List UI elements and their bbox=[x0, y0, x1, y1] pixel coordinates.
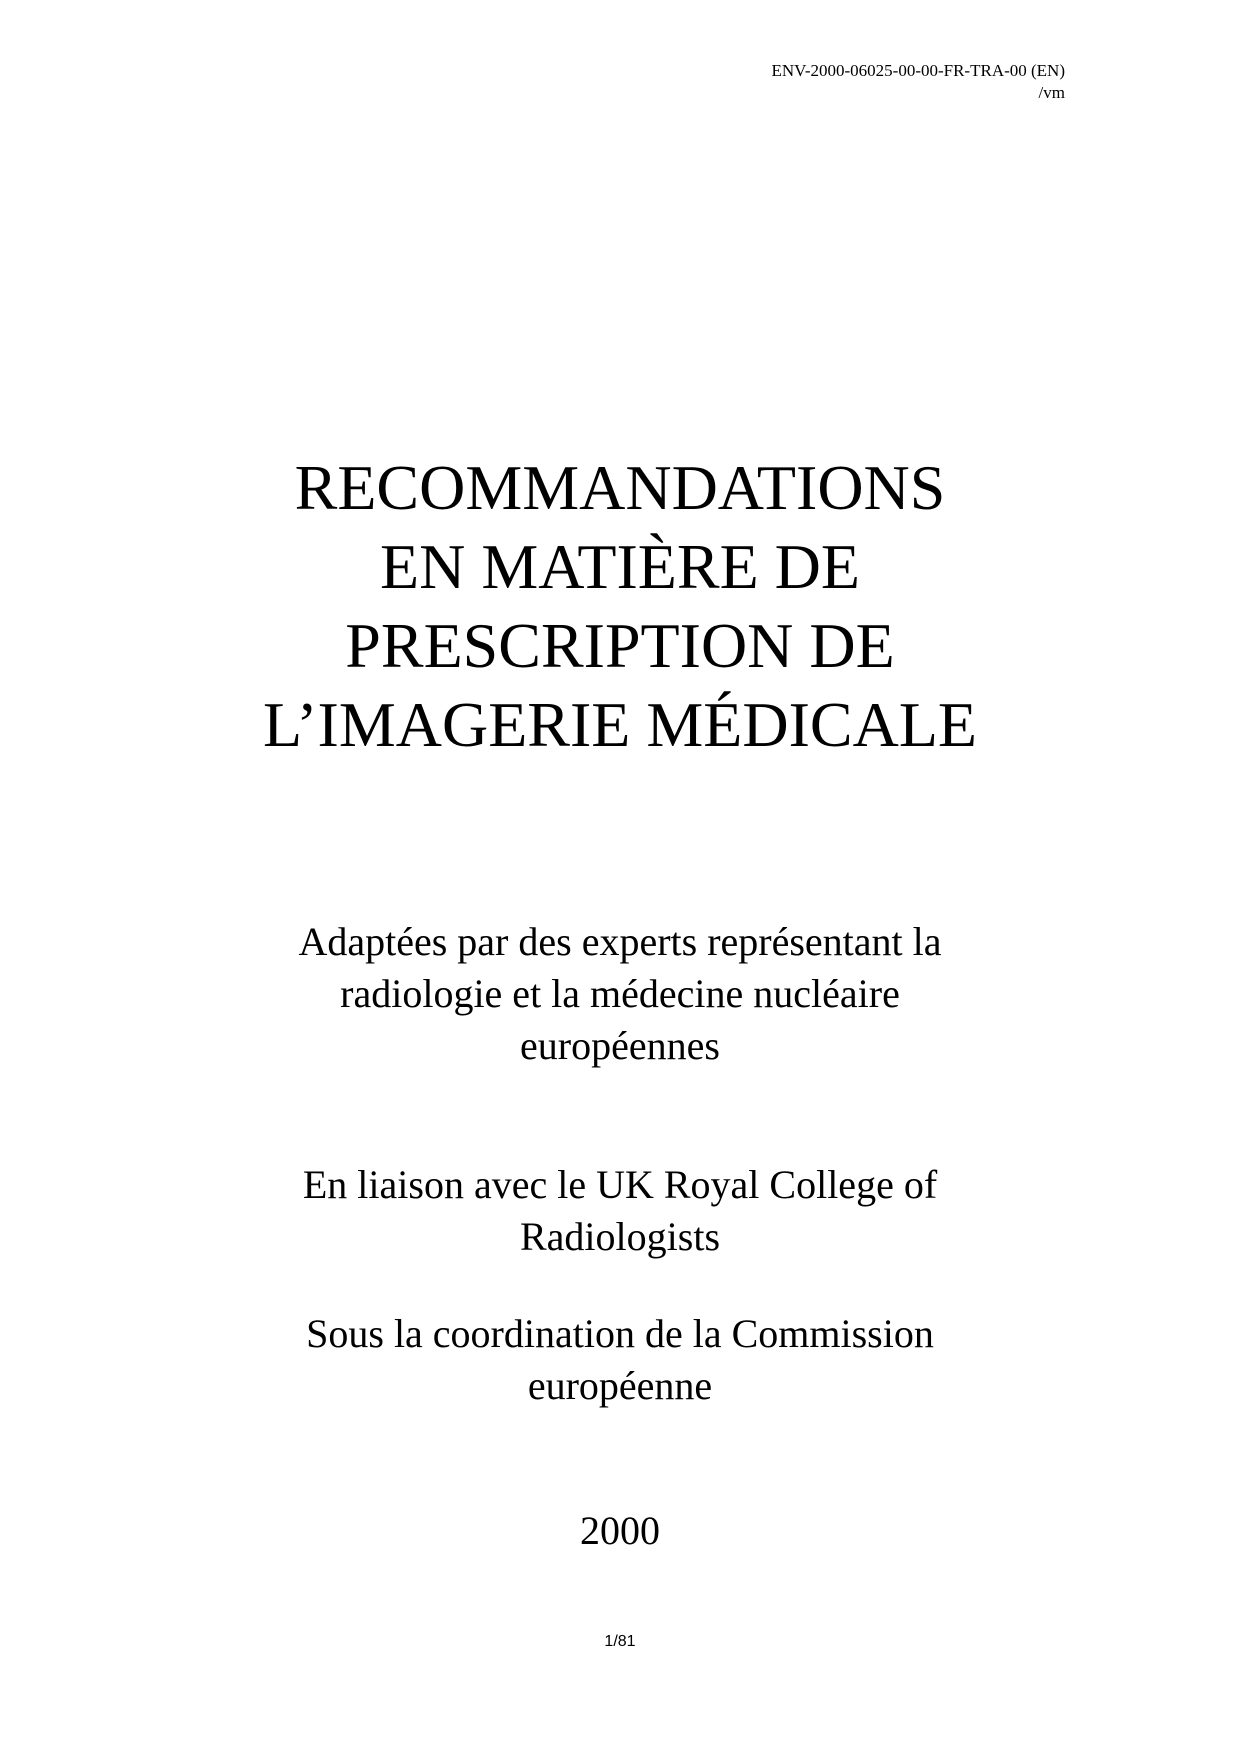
title-line: EN MATIÈRE DE bbox=[380, 531, 860, 602]
subtitle-line: européenne bbox=[527, 1363, 713, 1408]
title-line: PRESCRIPTION DE bbox=[345, 610, 895, 681]
page-number: 1/81 bbox=[604, 1633, 636, 1650]
document-title bbox=[0, 448, 1240, 764]
reference-code: ENV-2000-06025-00-00-FR-TRA-00 (EN) bbox=[771, 61, 1065, 80]
subtitle-line: radiologie et la médecine nucléaire bbox=[340, 971, 900, 1016]
reference-initials: /vm bbox=[1038, 83, 1065, 102]
adoption-statement bbox=[0, 916, 1240, 1072]
document-reference bbox=[771, 60, 1065, 104]
title-line: RECOMMANDATIONS bbox=[294, 452, 946, 523]
subtitle-line: Sous la coordination de la Commission bbox=[306, 1311, 934, 1356]
liaison-statement bbox=[0, 1159, 1240, 1263]
subtitle-line: Adaptées par des experts représentant la bbox=[298, 919, 942, 964]
title-line: L’IMAGERIE MÉDICALE bbox=[263, 689, 977, 760]
publication-year: 2000 bbox=[580, 1508, 660, 1553]
subtitle-line: européennes bbox=[520, 1023, 720, 1068]
subtitle-line: En liaison avec le UK Royal College of bbox=[302, 1162, 938, 1207]
coordination-statement bbox=[0, 1308, 1240, 1412]
subtitle-line: Radiologists bbox=[519, 1214, 721, 1259]
